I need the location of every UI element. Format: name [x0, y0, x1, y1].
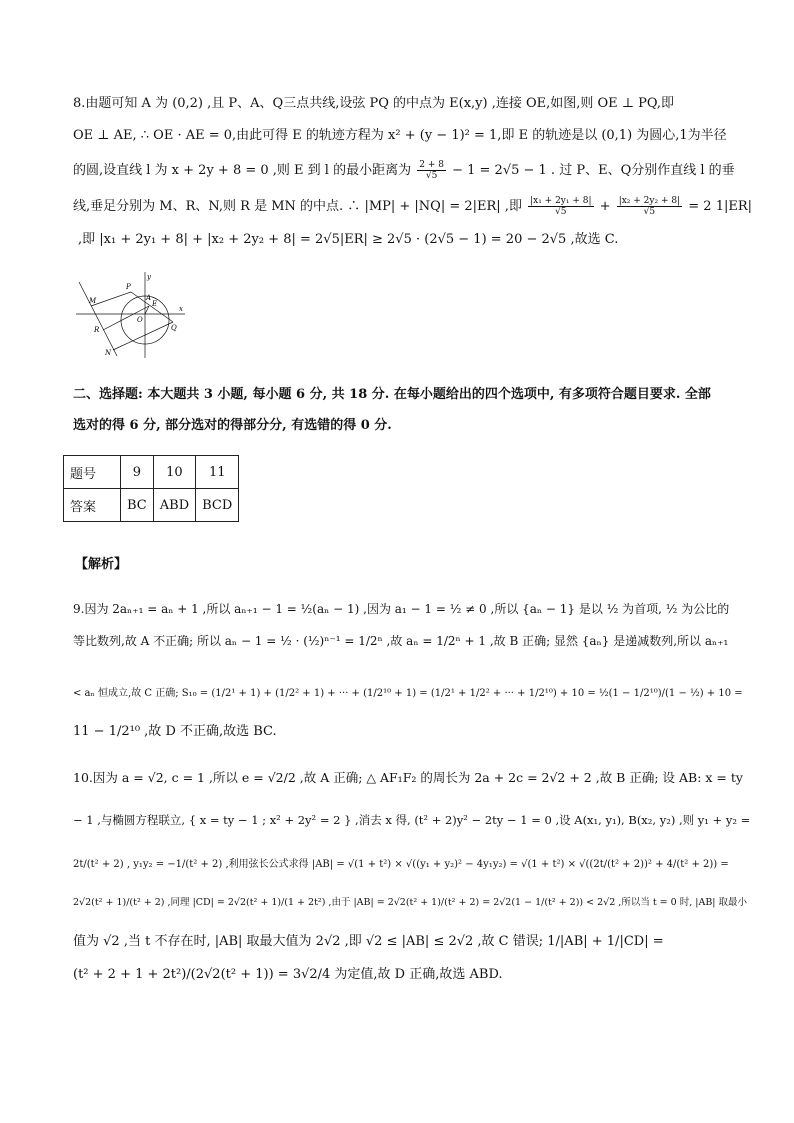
answer-table [63, 455, 239, 522]
table-answer: BCD [196, 489, 239, 522]
q8-line-1: 8.由题可知 A 为 (0,2) ,且 P、A、Q三点共线,设弦 PQ 的中点为 E(x,y) ,连接 OE,如图,则 OE ⊥ PQ,即 [73, 96, 675, 111]
q9-line-2: 等比数列,故 A 不正确; 所以 aₙ − 1 = ½ · (½)ⁿ⁻¹ = 1/2ⁿ ,故 aₙ = 1/2ⁿ + 1 ,故 B 正确; 显然 {aₙ} 是递减数列,所以 aₙ₊₁ [73, 634, 729, 648]
q8-distance-fraction [417, 160, 446, 181]
table-answer: ABD [153, 489, 195, 522]
perpendicular-pm [91, 292, 131, 306]
q8-fraction-2 [617, 196, 682, 217]
q8-line-2: OE ⊥ AE, ∴ OE · AE = 0,由此可得 E 的轨迹方程为 x² + (y − 1)² = 1,即 E 的轨迹是以 (0,1) 为圆心,1为半径 [73, 128, 727, 143]
label-o: O [137, 316, 143, 324]
geometry-figure [73, 270, 193, 358]
q8-distance-denominator: √5 [425, 171, 438, 181]
table-question-number: 10 [153, 456, 195, 489]
label-x: x [179, 305, 183, 313]
q8-fraction-2-numerator: |x₂ + 2y₂ + 8| [618, 196, 681, 206]
label-r: R [94, 326, 100, 334]
section-2-heading-line-1: 二、选择题: 本大题共 3 小题, 每小题 6 分, 共 18 分. 在每小题给出的四个选项中, 有多项符合题目要求. 全部 [73, 387, 711, 402]
label-p: P [126, 283, 131, 291]
q8-line-4 [73, 196, 752, 217]
q9-line-3: < aₙ 恒成立,故 C 正确; S₁₀ = (1/2¹ + 1) + (1/2² + 1) + ··· + (1/2¹⁰ + 1) = (1/2¹ + 1/2² + ··· + 1/2¹⁰) + 10 = ½(1 − 1/2¹⁰)/(1 − ½) + 10 = [73, 688, 743, 699]
q10-line-3: 2t/(t² + 2) , y₁y₂ = −1/(t² + 2) ,利用弦长公式求得 |AB| = √(1 + t²) × √((y₁ + y₂)² − 4y₁y₂) = √(1 + t²) × √((2t/(t² + 2))² + 4/(t² + 2)) = [73, 859, 729, 870]
label-y: y [147, 273, 151, 281]
q8-fraction-1 [528, 196, 593, 217]
q8-fraction-2-denominator: √5 [643, 207, 656, 217]
label-q: Q [171, 324, 177, 332]
table-row [64, 489, 239, 522]
q8-distance-numerator: 2 + 8 [419, 160, 444, 170]
q10-line-4: 2√2(t² + 1)/(t² + 2) ,同理 |CD| = 2√2(t² + 1)/(1 + 2t²) ,由于 |AB| = 2√2(t² + 1)/(t² + 2) = 2√2(1 − 1/(t² + 2)) < 2√2 ,所以当 t = 0 时, |AB| 取最小 [73, 897, 748, 908]
label-a: A [146, 294, 152, 302]
q8-line-3b: − 1 = 2√5 − 1 . 过 P、E、Q分别作直线 l 的垂 [452, 163, 735, 178]
q10-line-1: 10.因为 a = √2, c = 1 ,所以 e = √2/2 ,故 A 正确; △ AF₁F₂ 的周长为 2a + 2c = 2√2 + 2 ,故 B 正确; 设 AB: x = ty [73, 770, 743, 785]
table-question-number: 11 [196, 456, 239, 489]
section-2-heading-line-2: 选对的得 6 分, 部分选对的得部分分, 有选错的得 0 分. [73, 418, 392, 433]
q9-line-1: 9.因为 2aₙ₊₁ = aₙ + 1 ,所以 aₙ₊₁ − 1 = ½(aₙ − 1) ,因为 a₁ − 1 = ½ ≠ 0 ,所以 {aₙ − 1} 是以 ½ 为首项, ½ 为公比的 [73, 602, 730, 616]
table-answer-label: 答案 [64, 489, 121, 522]
table-question-number: 9 [121, 456, 154, 489]
q8-line-3a: 的圆,设直线 l 为 x + 2y + 8 = 0 ,则 E 到 l 的最小距离为 [73, 163, 412, 178]
table-header-label: 题号 [64, 456, 121, 489]
q8-plus-sign: + [599, 199, 611, 214]
table-answer: BC [121, 489, 154, 522]
q8-fraction-1-numerator: |x₁ + 2y₁ + 8| [530, 196, 592, 206]
q10-line-5: 值为 √2 ,当 t 不存在时, |AB| 取最大值为 2√2 ,即 √2 ≤ |AB| ≤ 2√2 ,故 C 错误; 1/|AB| + 1/|CD| = [73, 934, 664, 949]
q8-line-3 [73, 160, 735, 181]
analysis-label: 【解析】 [75, 557, 128, 572]
q10-line-6: (t² + 2 + 1 + 2t²)/(2√2(t² + 1)) = 3√2/4 为定值,故 D 正确,故选 ABD. [73, 967, 503, 982]
label-m: M [89, 297, 97, 305]
line-l [79, 282, 117, 356]
q8-fraction-1-denominator: √5 [555, 207, 567, 217]
q8-line-4a: 线,垂足分别为 M、R、N,则 R 是 MN 的中点. ∴ |MP| + |NQ| = 2|ER| ,即 [73, 199, 522, 214]
q10-line-2: − 1 ,与椭圆方程联立, { x = ty − 1 ; x² + 2y² = 2 } ,消去 x 得, (t² + 2)y² − 2ty − 1 = 0 ,设 A(x₁, y₁), B(x₂, y₂) ,则 y₁ + y₂ = [73, 813, 751, 827]
label-n: N [105, 349, 112, 357]
q8-line-5: ,即 |x₁ + 2y₁ + 8| + |x₂ + 2y₂ + 8| = 2√5|ER| ≥ 2√5 · (2√5 − 1) = 20 − 2√5 ,故选 C. [78, 232, 619, 247]
q8-line-4b: = 2 1|ER| [688, 199, 753, 214]
table-row [64, 456, 239, 489]
label-e: E [152, 300, 158, 308]
q9-line-4: 11 − 1/2¹⁰ ,故 D 不正确,故选 BC. [73, 724, 277, 739]
